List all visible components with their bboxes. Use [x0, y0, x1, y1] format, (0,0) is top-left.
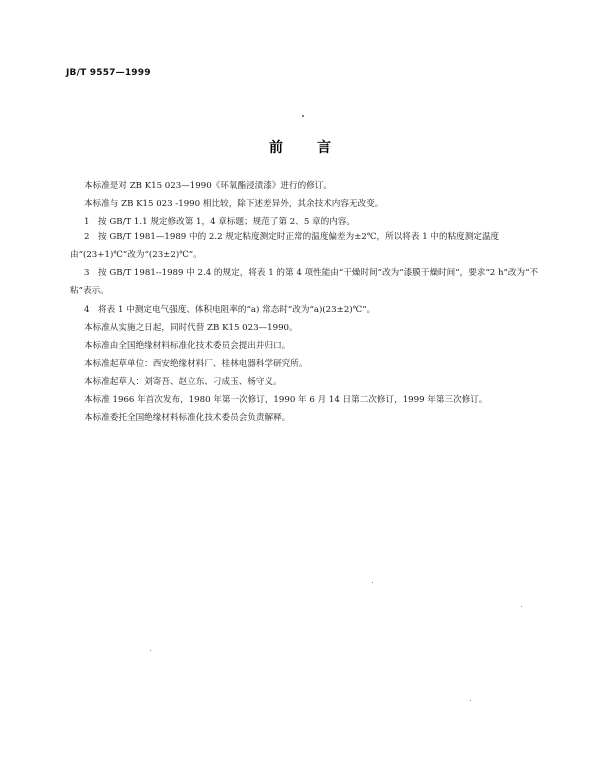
scan-speck: [372, 582, 373, 583]
section-title: 前言: [269, 140, 365, 156]
scan-dot: [302, 115, 304, 117]
paragraph-proposed-by: 本标准由全国绝缘材料标准化技术委员会提出并归口。: [84, 341, 291, 351]
paragraph-item-4: 4 将表 1 中测定电气强度、体积电阻率的“a) 常态时”改为“a)(23±2)℃”。: [84, 305, 376, 315]
paragraph-comparison: 本标准与 ZB K15 023 -1990 相比较，除下述差异外，其余技术内容无改变。: [84, 199, 384, 209]
paragraph-history: 本标准 1966 年首次发布，1980 年第一次修订，1990 年 6 月 14 日第二次修订，1999 年第三次修订。: [84, 395, 488, 405]
paragraph-item-2: 2 按 GB/T 1981—1989 中的 2.2 规定粘度测定时正常的温度偏差为±2℃，所以将表 1 中的粘度测定温度由“(23+1)℃”改为“(23±2)℃”。: [70, 232, 500, 260]
paragraph-drafters: 本标准起草人：刘寄吾、赵立东、刁成玉、杨守义。: [84, 377, 282, 387]
scan-speck: [521, 606, 522, 607]
scan-speck: [150, 650, 151, 651]
paragraph-revision-of: 本标准是对 ZB K15 023—1990《环氧酯浸渍漆》进行的修订。: [84, 181, 332, 191]
standard-code: JB/T 9557—1999: [66, 68, 151, 78]
paragraph-interpretation: 本标准委托全国绝缘材料标准化技术委员会负责解释。: [84, 413, 291, 423]
paragraph-item-3: 3 按 GB/T 1981--1989 中 2.4 的规定，将表 1 的第 4 项性能由“干燥时间”改为“漆膜干燥时间”，要求“2 h”改为“不粘”表示。: [70, 268, 539, 296]
paragraph-drafting-units: 本标准起草单位：西安绝缘材料厂、桂林电器科学研究所。: [84, 359, 308, 369]
paragraph-item-1: 1 按 GB/T 1.1 规定修改第 1，4 章标题；规范了第 2、5 章的内容。: [84, 217, 355, 227]
scan-speck: [470, 700, 471, 701]
paragraph-replaces: 本标准从实施之日起，同时代替 ZB K15 023—1990。: [84, 323, 298, 333]
